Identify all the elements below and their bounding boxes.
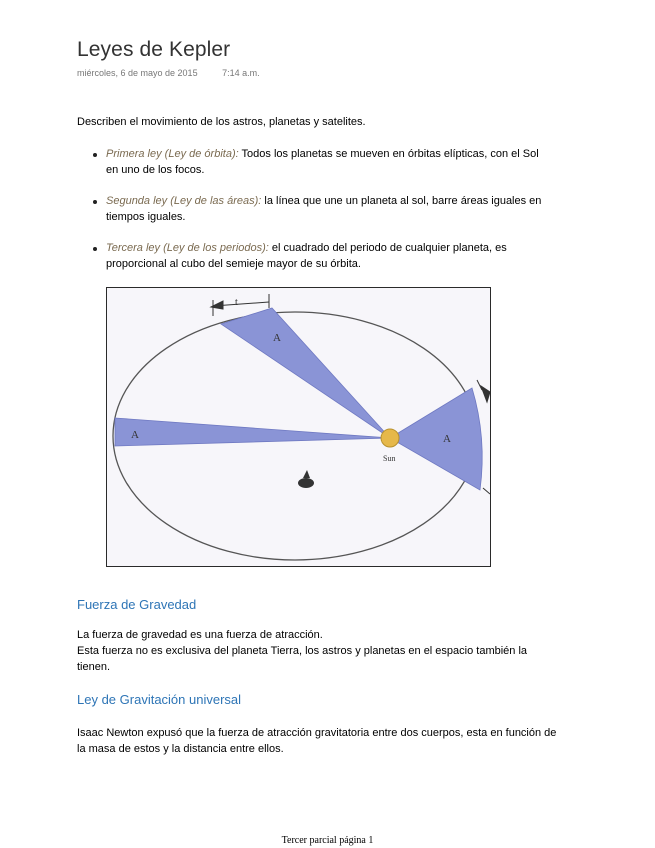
law-text: el cuadrado del periodo de cualquier planeta, es proporcional al cubo del semieje mayor de su órbita. — [106, 242, 507, 270]
law-name: Primera ley (Ley de órbita): — [106, 148, 239, 160]
intro-text: Describen el movimiento de los astros, planetas y satelites. — [77, 116, 366, 128]
gravedad-paragraph — [77, 627, 557, 675]
time-label: t — [235, 297, 238, 308]
area-label: A — [131, 429, 139, 441]
area-label: A — [273, 332, 281, 344]
page-footer: Tercer parcial página 1 — [281, 835, 374, 846]
kepler-diagram — [106, 287, 491, 567]
sun-icon — [381, 429, 399, 447]
page-date: miércoles, 6 de mayo de 2015 — [77, 68, 198, 78]
swept-area-left — [115, 418, 390, 446]
law-name: Segunda ley (Ley de las áreas): — [106, 195, 262, 207]
law-text: Todos los planetas se mueven en órbitas elípticas, con el Sol en uno de los focos. — [106, 148, 539, 176]
bullet-icon — [93, 247, 97, 251]
list-item — [93, 194, 543, 225]
page-time: 7:14 a.m. — [222, 68, 260, 78]
law-text: la línea que une un planeta al sol, barre áreas iguales en tiempos iguales. — [106, 195, 542, 223]
sun-label: Sun — [383, 454, 396, 463]
law-name: Tercera ley (Ley de los periodos): — [106, 242, 269, 254]
bullet-icon — [93, 200, 97, 204]
page-datetime — [77, 68, 260, 78]
laws-list — [93, 147, 543, 288]
planet-icon — [298, 470, 314, 488]
gravedad-line: Esta fuerza no es exclusiva del planeta Tierra, los astros y planetas en el espacio también la tienen. — [77, 645, 528, 673]
section-heading-gravitacion: Ley de Gravitación universal — [77, 692, 242, 707]
area-label: A — [443, 433, 451, 445]
page-title: Leyes de Kepler — [77, 38, 231, 61]
bullet-icon — [93, 153, 97, 157]
gravitacion-paragraph: Isaac Newton expusó que la fuerza de atracción gravitatoria entre dos cuerpos, esta en función de la masa de estos y la distancia entre ellos. — [77, 727, 557, 755]
swept-area-top — [221, 308, 390, 438]
gravedad-line: La fuerza de gravedad es una fuerza de atracción. — [77, 629, 323, 641]
swept-area-right — [390, 388, 482, 490]
list-item — [93, 241, 543, 272]
section-heading-gravedad: Fuerza de Gravedad — [77, 597, 197, 612]
list-item — [93, 147, 543, 178]
